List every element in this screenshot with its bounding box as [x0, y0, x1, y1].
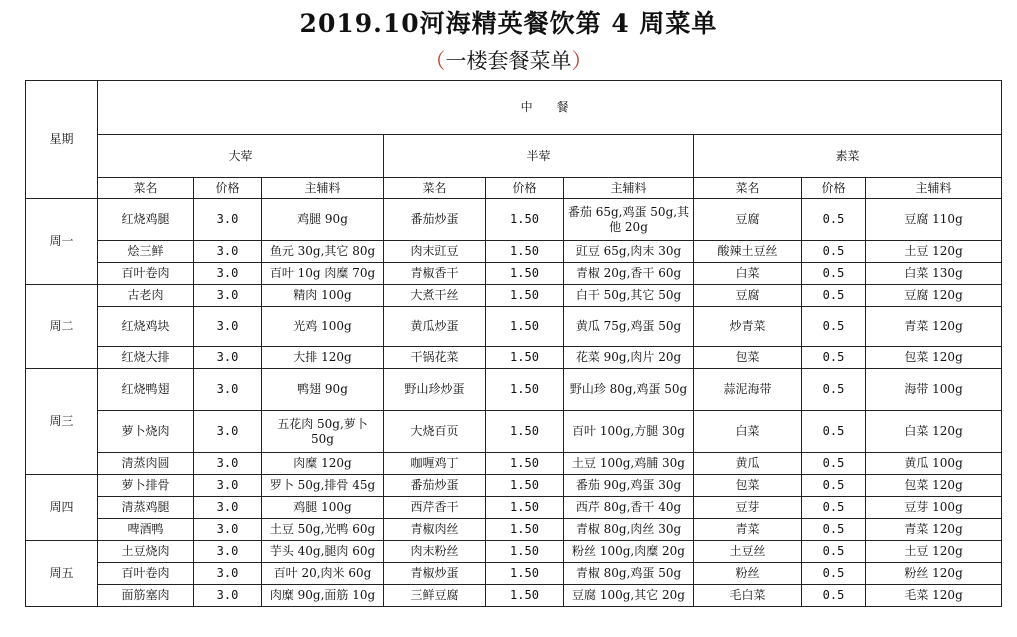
dish-ingredients: 毛菜 120g [866, 585, 1002, 607]
dish-name: 青菜 [694, 519, 802, 541]
dish-ingredients: 土豆 120g [866, 541, 1002, 563]
table-row [26, 263, 1002, 285]
dish-ingredients: 番茄 90g,鸡蛋 30g [564, 475, 694, 497]
dish-price: 0.5 [802, 475, 866, 497]
dish-name: 酸辣土豆丝 [694, 241, 802, 263]
dish-name: 白菜 [694, 411, 802, 453]
dish-price: 0.5 [802, 369, 866, 411]
dish-name: 粉丝 [694, 563, 802, 585]
table-row [26, 199, 1002, 241]
day-label: 周一 [26, 199, 98, 285]
dish-ingredients: 土豆 100g,鸡脯 30g [564, 453, 694, 475]
dish-ingredients: 粉丝 100g,肉糜 20g [564, 541, 694, 563]
dish-price: 1.50 [486, 263, 564, 285]
dish-price: 3.0 [194, 563, 262, 585]
dish-name: 肉末粉丝 [384, 541, 486, 563]
dish-name: 萝卜烧肉 [98, 411, 194, 453]
dish-name: 干锅花菜 [384, 347, 486, 369]
subtitle-right-paren: ） [571, 49, 593, 73]
dish-price: 1.50 [486, 519, 564, 541]
dish-name: 豆腐 [694, 285, 802, 307]
dish-price: 0.5 [802, 585, 866, 607]
dish-name: 豆腐 [694, 199, 802, 241]
dish-price: 1.50 [486, 453, 564, 475]
dish-price: 1.50 [486, 241, 564, 263]
dish-name: 蒜泥海带 [694, 369, 802, 411]
dish-name: 红烧鸡块 [98, 307, 194, 347]
dish-price: 0.5 [802, 411, 866, 453]
dish-ingredients: 精肉 100g [262, 285, 384, 307]
dish-ingredients: 土豆 50g,光鸭 60g [262, 519, 384, 541]
dish-price: 0.5 [802, 519, 866, 541]
table-row [26, 541, 1002, 563]
dish-price: 3.0 [194, 519, 262, 541]
dish-price: 0.5 [802, 263, 866, 285]
lunch-header: 中 餐 [98, 81, 1002, 135]
dish-price: 1.50 [486, 563, 564, 585]
dish-name: 黄瓜炒蛋 [384, 307, 486, 347]
dish-price: 3.0 [194, 369, 262, 411]
dish-ingredients: 青椒 20g,香干 60g [564, 263, 694, 285]
table-row [26, 519, 1002, 541]
dish-ingredients: 海带 100g [866, 369, 1002, 411]
dish-price: 1.50 [486, 585, 564, 607]
dish-price: 3.0 [194, 411, 262, 453]
dish-name: 野山珍炒蛋 [384, 369, 486, 411]
category-header-vegetable: 素菜 [694, 135, 1002, 178]
column-header: 菜名 [694, 178, 802, 199]
dish-ingredients: 粉丝 120g [866, 563, 1002, 585]
dish-name: 清蒸肉圆 [98, 453, 194, 475]
dish-name: 番茄炒蛋 [384, 475, 486, 497]
table-row [26, 307, 1002, 347]
dish-price: 3.0 [194, 585, 262, 607]
column-header: 价格 [802, 178, 866, 199]
dish-ingredients: 黄瓜 75g,鸡蛋 50g [564, 307, 694, 347]
dish-ingredients: 白干 50g,其它 50g [564, 285, 694, 307]
column-header: 菜名 [384, 178, 486, 199]
dish-ingredients: 百叶 100g,方腿 30g [564, 411, 694, 453]
day-label: 周二 [26, 285, 98, 369]
dish-ingredients: 包菜 120g [866, 347, 1002, 369]
dish-ingredients: 肉糜 120g [262, 453, 384, 475]
table-row [26, 453, 1002, 475]
dish-price: 1.50 [486, 411, 564, 453]
dish-name: 清蒸鸡腿 [98, 497, 194, 519]
table-row [26, 563, 1002, 585]
subtitle-text: 一楼套餐菜单 [445, 49, 572, 73]
dish-name: 烩三鲜 [98, 241, 194, 263]
dish-price: 1.50 [486, 307, 564, 347]
dish-price: 1.50 [486, 199, 564, 241]
dish-price: 3.0 [194, 263, 262, 285]
dish-ingredients: 鸡腿 100g [262, 497, 384, 519]
dish-ingredients: 肉糜 90g,面筋 10g [262, 585, 384, 607]
table-row [26, 347, 1002, 369]
table-row [26, 475, 1002, 497]
dish-name: 大煮干丝 [384, 285, 486, 307]
page-subtitle [0, 45, 1017, 75]
table-row [26, 369, 1002, 411]
day-label: 周四 [26, 475, 98, 541]
dish-price: 0.5 [802, 563, 866, 585]
dish-name: 青椒香干 [384, 263, 486, 285]
dish-price: 1.50 [486, 347, 564, 369]
table-row [26, 285, 1002, 307]
dish-ingredients: 鸭翅 90g [262, 369, 384, 411]
dish-ingredients: 鸡腿 90g [262, 199, 384, 241]
dish-name: 青椒炒蛋 [384, 563, 486, 585]
dish-ingredients: 罗卜 50g,排骨 45g [262, 475, 384, 497]
dish-name: 青椒肉丝 [384, 519, 486, 541]
dish-price: 1.50 [486, 285, 564, 307]
dish-name: 番茄炒蛋 [384, 199, 486, 241]
dish-price: 3.0 [194, 453, 262, 475]
dish-ingredients: 番茄 65g,鸡蛋 50g,其他 20g [564, 199, 694, 241]
dish-name: 土豆丝 [694, 541, 802, 563]
dish-ingredients: 青椒 80g,肉丝 30g [564, 519, 694, 541]
dish-name: 红烧鸡腿 [98, 199, 194, 241]
dish-price: 0.5 [802, 497, 866, 519]
dish-price: 3.0 [194, 241, 262, 263]
dish-price: 3.0 [194, 285, 262, 307]
dish-price: 3.0 [194, 541, 262, 563]
dish-name: 三鲜豆腐 [384, 585, 486, 607]
dish-price: 0.5 [802, 199, 866, 241]
column-header: 价格 [194, 178, 262, 199]
column-header: 价格 [486, 178, 564, 199]
dish-name: 咖喱鸡丁 [384, 453, 486, 475]
dish-price: 3.0 [194, 307, 262, 347]
dish-price: 1.50 [486, 541, 564, 563]
dish-ingredients: 青菜 120g [866, 307, 1002, 347]
dish-price: 0.5 [802, 285, 866, 307]
menu-body [26, 199, 1002, 607]
dish-name: 面筋塞肉 [98, 585, 194, 607]
dish-name: 包菜 [694, 475, 802, 497]
dish-ingredients: 百叶 20,肉米 60g [262, 563, 384, 585]
column-header: 主辅料 [564, 178, 694, 199]
dish-name: 豆芽 [694, 497, 802, 519]
day-column-header: 星期 [26, 81, 98, 199]
dish-ingredients: 青菜 120g [866, 519, 1002, 541]
dish-ingredients: 鱼元 30g,其它 80g [262, 241, 384, 263]
dish-ingredients: 芋头 40g,腿肉 60g [262, 541, 384, 563]
dish-name: 红烧大排 [98, 347, 194, 369]
dish-name: 古老肉 [98, 285, 194, 307]
dish-price: 3.0 [194, 497, 262, 519]
dish-ingredients: 豆腐 110g [866, 199, 1002, 241]
table-row [26, 585, 1002, 607]
page-title: 2019.10河海精英餐饮第 4 周菜单 [299, 9, 718, 38]
table-row [26, 497, 1002, 519]
dish-ingredients: 野山珍 80g,鸡蛋 50g [564, 369, 694, 411]
dish-name: 毛白菜 [694, 585, 802, 607]
dish-name: 黄瓜 [694, 453, 802, 475]
dish-name: 百叶卷肉 [98, 263, 194, 285]
dish-ingredients: 豆腐 100g,其它 20g [564, 585, 694, 607]
table-row [26, 241, 1002, 263]
category-header-meat: 大荤 [98, 135, 384, 178]
dish-ingredients: 豆芽 100g [866, 497, 1002, 519]
dish-price: 0.5 [802, 307, 866, 347]
menu-table [25, 80, 1002, 607]
subtitle-left-paren: （ [424, 49, 446, 73]
dish-name: 大烧百页 [384, 411, 486, 453]
dish-price: 3.0 [194, 347, 262, 369]
day-label: 周五 [26, 541, 98, 607]
dish-ingredients: 黄瓜 100g [866, 453, 1002, 475]
dish-ingredients: 花菜 90g,肉片 20g [564, 347, 694, 369]
column-header-row [26, 178, 1002, 199]
dish-ingredients: 西芹 80g,香干 40g [564, 497, 694, 519]
dish-name: 红烧鸭翅 [98, 369, 194, 411]
dish-ingredients: 百叶 10g 肉糜 70g [262, 263, 384, 285]
dish-name: 西芹香干 [384, 497, 486, 519]
dish-ingredients: 豇豆 65g,肉末 30g [564, 241, 694, 263]
dish-ingredients: 土豆 120g [866, 241, 1002, 263]
dish-name: 包菜 [694, 347, 802, 369]
dish-ingredients: 白菜 120g [866, 411, 1002, 453]
dish-ingredients: 白菜 130g [866, 263, 1002, 285]
dish-name: 白菜 [694, 263, 802, 285]
dish-name: 土豆烧肉 [98, 541, 194, 563]
dish-price: 0.5 [802, 453, 866, 475]
dish-price: 0.5 [802, 347, 866, 369]
dish-price: 3.0 [194, 199, 262, 241]
dish-price: 1.50 [486, 497, 564, 519]
dish-price: 0.5 [802, 241, 866, 263]
dish-ingredients: 豆腐 120g [866, 285, 1002, 307]
dish-price: 1.50 [486, 475, 564, 497]
table-row [26, 411, 1002, 453]
dish-name: 肉末豇豆 [384, 241, 486, 263]
column-header: 菜名 [98, 178, 194, 199]
day-label: 周三 [26, 369, 98, 475]
category-header-half-meat: 半荤 [384, 135, 694, 178]
dish-name: 萝卜排骨 [98, 475, 194, 497]
dish-price: 1.50 [486, 369, 564, 411]
dish-name: 百叶卷肉 [98, 563, 194, 585]
column-header: 主辅料 [866, 178, 1002, 199]
dish-price: 0.5 [802, 541, 866, 563]
dish-name: 啤酒鸭 [98, 519, 194, 541]
column-header: 主辅料 [262, 178, 384, 199]
dish-ingredients: 大排 120g [262, 347, 384, 369]
dish-ingredients: 光鸡 100g [262, 307, 384, 347]
dish-ingredients: 包菜 120g [866, 475, 1002, 497]
dish-ingredients: 五花肉 50g,萝卜 50g [262, 411, 384, 453]
dish-ingredients: 青椒 80g,鸡蛋 50g [564, 563, 694, 585]
dish-price: 3.0 [194, 475, 262, 497]
dish-name: 炒青菜 [694, 307, 802, 347]
